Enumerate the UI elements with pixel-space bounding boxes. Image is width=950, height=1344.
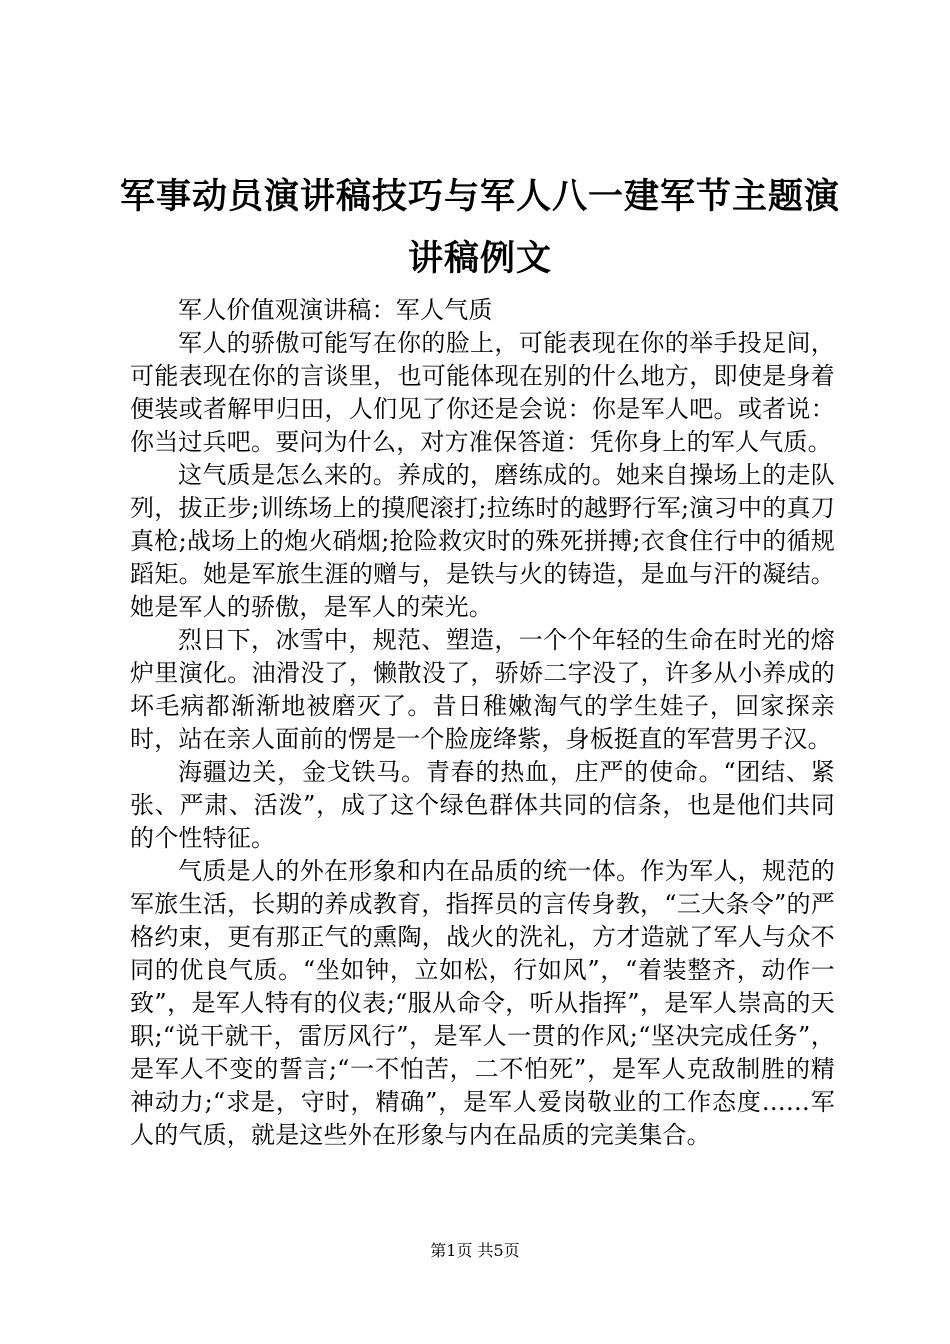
paragraph: 军人的骄傲可能写在你的脸上，可能表现在你的举手投足间，可能表现在你的言谈里，也可能体现在别的什么地方，即使是身着便装或者解甲归田，人们见了你还是会说：你是军人吧。或者说：你当过兵吧。要问为什么，对方准保答道：凭你身上的军人气质。 — [130, 329, 835, 456]
document-title: 军事动员演讲稿技巧与军人八一建军节主题演讲稿例文 — [120, 176, 841, 279]
paragraph: 气质是人的外在形象和内在品质的统一体。作为军人，规范的军旅生活，长期的养成教育，指挥员的言传身教，“三大条令”的严格约束，更有那正气的熏陶，战火的洗礼，方才造就了军人与众不同的优良气质。“坐如钟，立如松，行如风”，“着装整齐，动作一致”，是军人特有的仪表;“服从命令，听从指挥”，是军人崇高的天职;“说干就干，雷厉风行”，是军人一贯的作风;“坚决完成任务”，是军人不变的誓言;“一不怕苦，二不怕死”，是军人克敌制胜的精神动力;“求是，守时，精确”，是军人爱岗敬业的工作态度……军人的气质，就是这些外在形象与内在品质的完美集合。 — [130, 857, 835, 1149]
document-body — [130, 294, 835, 1152]
paragraph: 海疆边关，金戈铁马。青春的热血，庄严的使命。“团结、紧张、严肃、活泼”，成了这个绿色群体共同的信条，也是他们共同的个性特征。 — [130, 758, 835, 852]
paragraph-subtitle: 军人价值观演讲稿：军人气质 — [178, 296, 493, 324]
paragraph: 烈日下，冰雪中，规范、塑造，一个个年轻的生命在时光的熔炉里演化。油滑没了，懒散没了，骄娇二字没了，许多从小养成的坏毛病都渐渐地被磨灭了。昔日稚嫩淘气的学生娃子，回家探亲时，站在亲人面前的愣是一个脸庞绛紫，身板挺直的军营男子汉。 — [130, 626, 835, 753]
page-number-footer: 第1页 共5页 — [430, 1241, 520, 1260]
paragraph: 这气质是怎么来的。养成的，磨练成的。她来自操场上的走队列，拔正步;训练场上的摸爬滚打;拉练时的越野行军;演习中的真刀真枪;战场上的炮火硝烟;抢险救灾时的殊死拼搏;衣食住行中的循规蹈矩。她是军旅生涯的赠与，是铁与火的铸造，是血与汗的凝结。她是军人的骄傲，是军人的荣光。 — [130, 461, 835, 621]
